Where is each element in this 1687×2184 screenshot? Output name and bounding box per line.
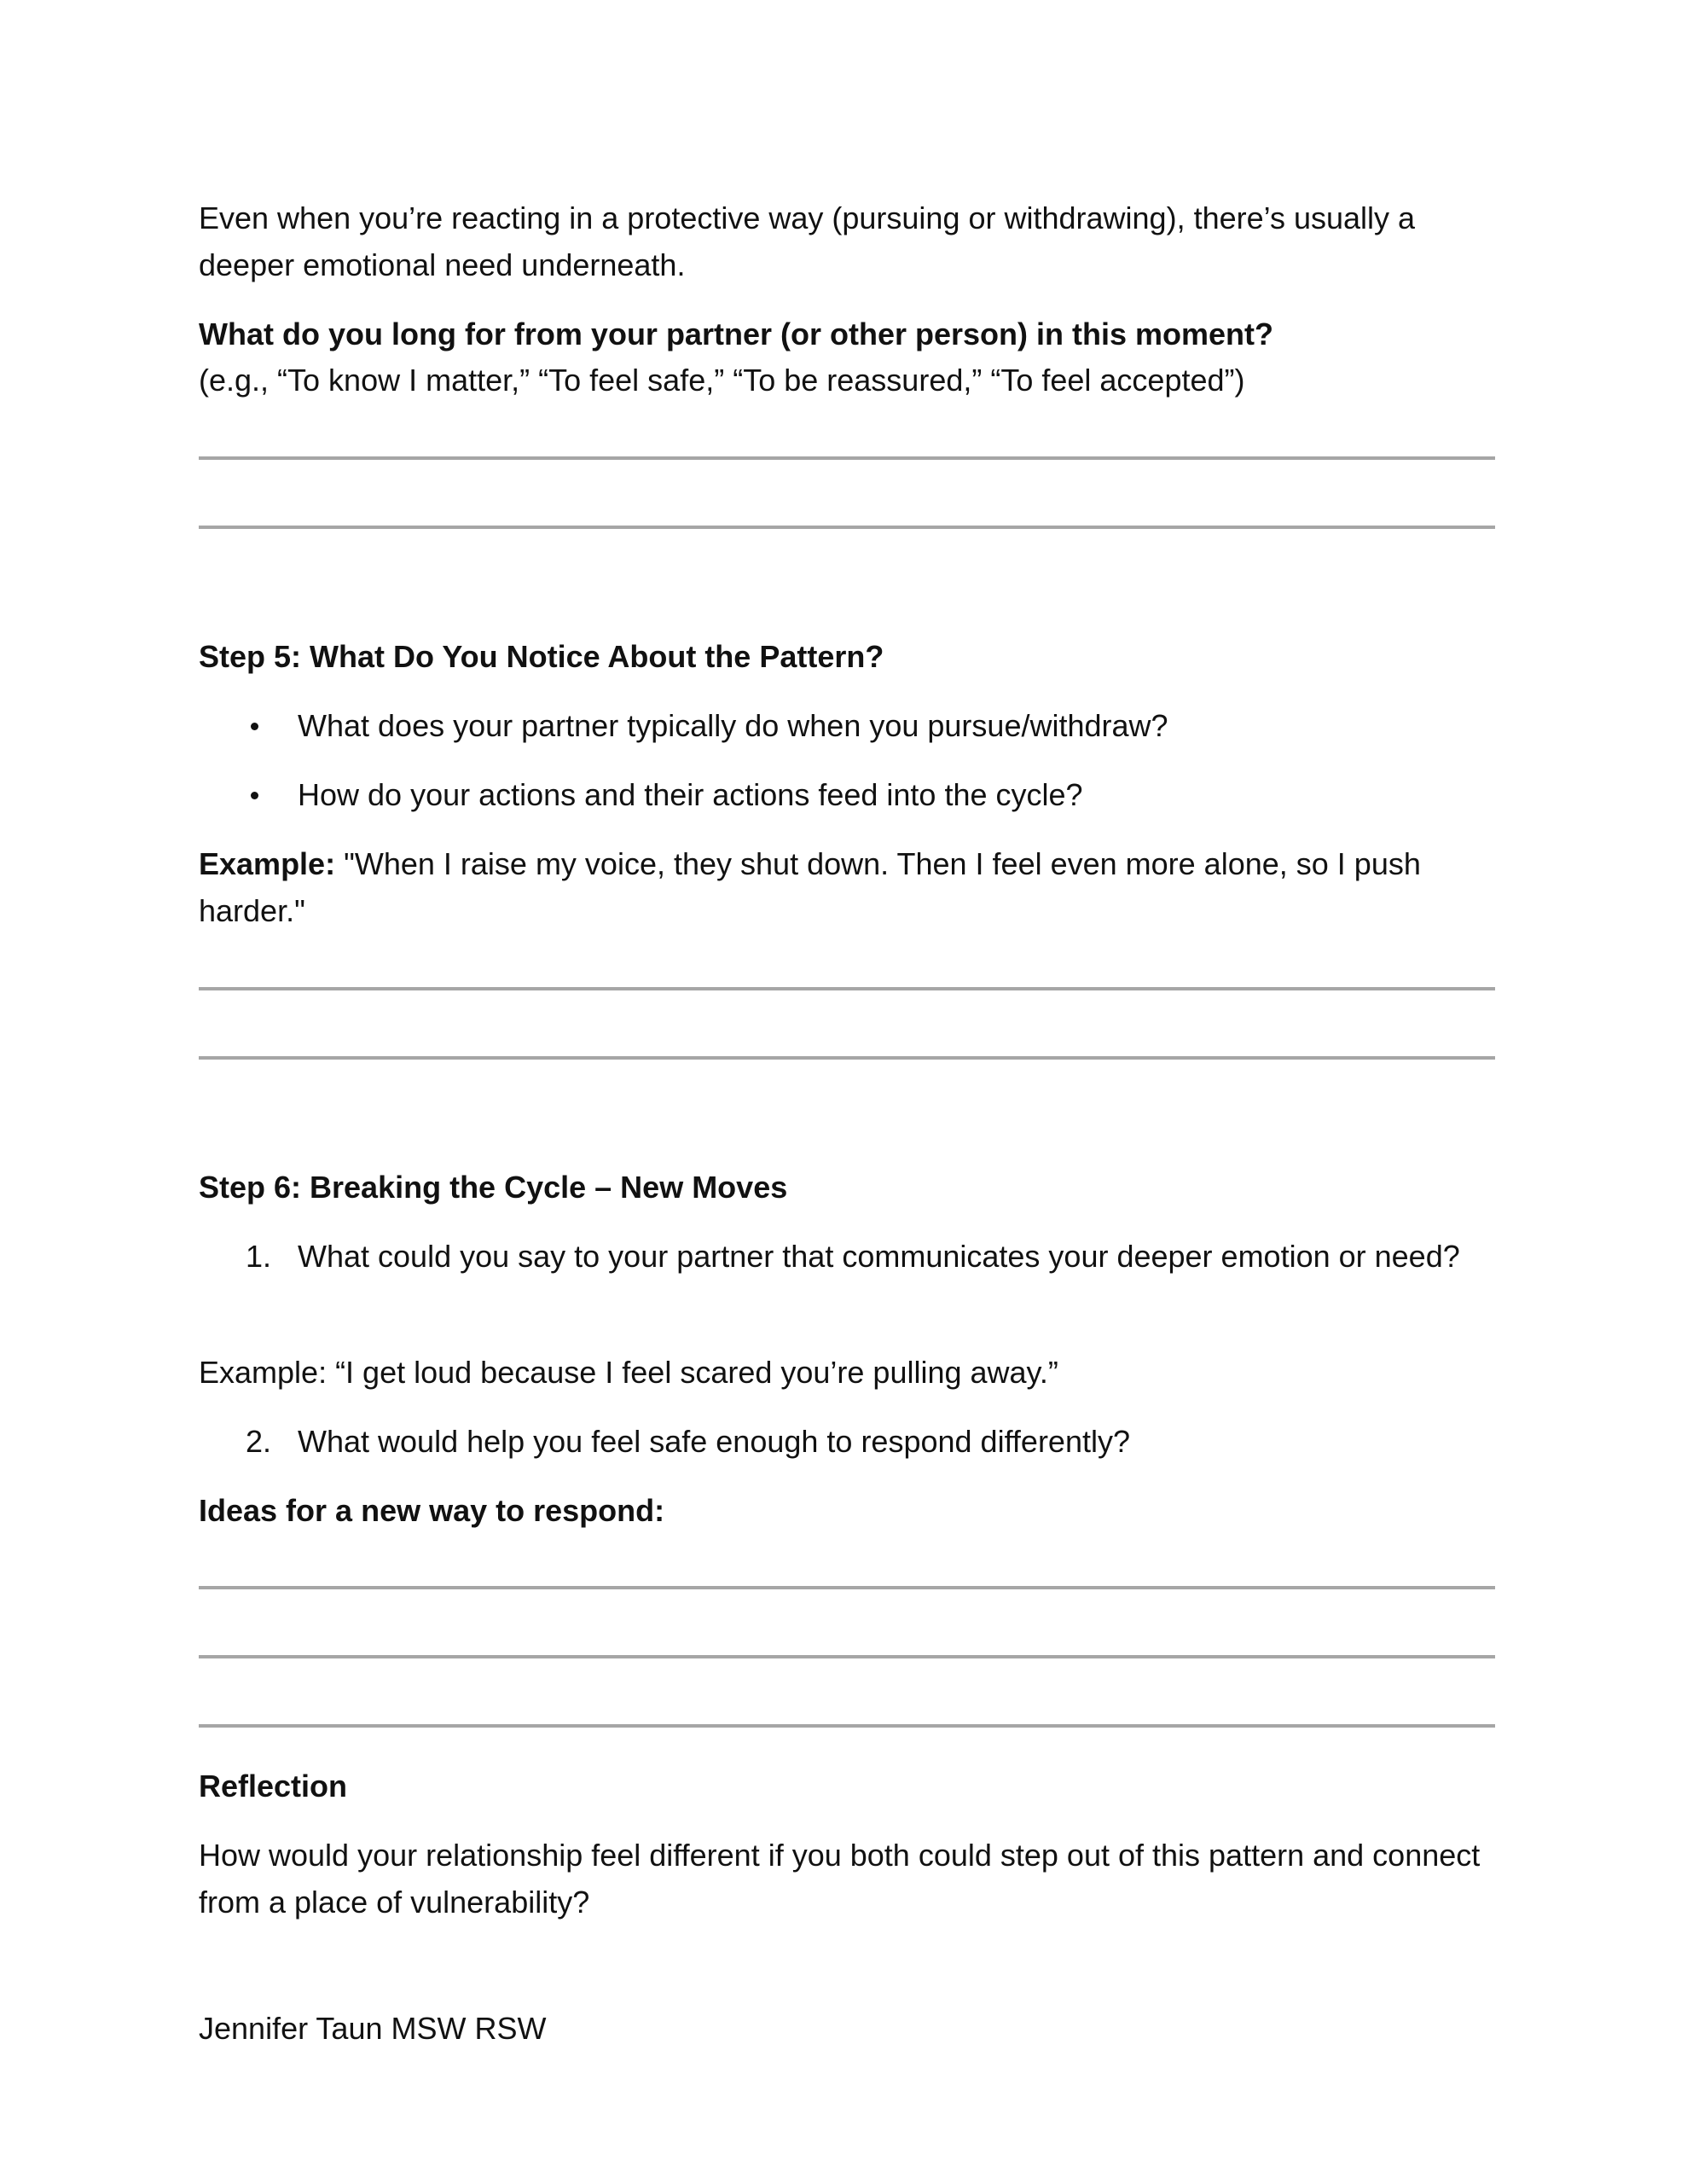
intro-paragraph: Even when you’re reacting in a protective way (pursuing or withdrawing), there’s usually a deeper emotional need underneath. [199, 200, 1416, 282]
author-signature: Jennifer Taun MSW RSW [199, 2011, 547, 2046]
answer-line[interactable] [199, 456, 1495, 460]
reflection-text: How would your relationship feel different if you both could step out of this pattern and connect from a place of vulnerability? [199, 1838, 1481, 1920]
bullet-icon [246, 771, 253, 818]
example-label: Example: [199, 846, 336, 881]
ideas-label: Ideas for a new way to respond: [199, 1493, 665, 1528]
answer-line[interactable] [199, 526, 1495, 529]
example-text: "When I raise my voice, they shut down. Then I feel even more alone, so I push harder." [199, 846, 1421, 928]
answer-line[interactable] [199, 1655, 1495, 1658]
step6-example: Example: “I get loud because I feel scared you’re pulling away.” [199, 1355, 1058, 1390]
answer-line[interactable] [199, 1724, 1495, 1728]
answer-line[interactable] [199, 1056, 1495, 1060]
need-examples: (e.g., “To know I matter,” “To feel safe,” “To be reassured,” “To feel accepted”) [199, 363, 1245, 398]
list-item-text: What would help you feel safe enough to respond differently? [298, 1424, 1130, 1459]
step5-heading: Step 5: What Do You Notice About the Pattern? [199, 639, 884, 674]
answer-line[interactable] [199, 987, 1495, 990]
answer-line[interactable] [199, 1586, 1495, 1589]
list-number: 1. [246, 1239, 272, 1274]
bullet-icon [246, 702, 253, 749]
need-question: What do you long for from your partner (or other person) in this moment? [199, 317, 1273, 351]
list-item-text: What could you say to your partner that communicates your deeper emotion or need? [298, 1239, 1460, 1274]
list-item-text: What does your partner typically do when you pursue/withdraw? [298, 708, 1168, 743]
list-number: 2. [246, 1424, 272, 1459]
step5-example [199, 840, 1495, 934]
step6-heading: Step 6: Breaking the Cycle – New Moves [199, 1170, 788, 1205]
list-item-text: How do your actions and their actions feed into the cycle? [298, 777, 1083, 812]
reflection-heading: Reflection [199, 1769, 348, 1804]
